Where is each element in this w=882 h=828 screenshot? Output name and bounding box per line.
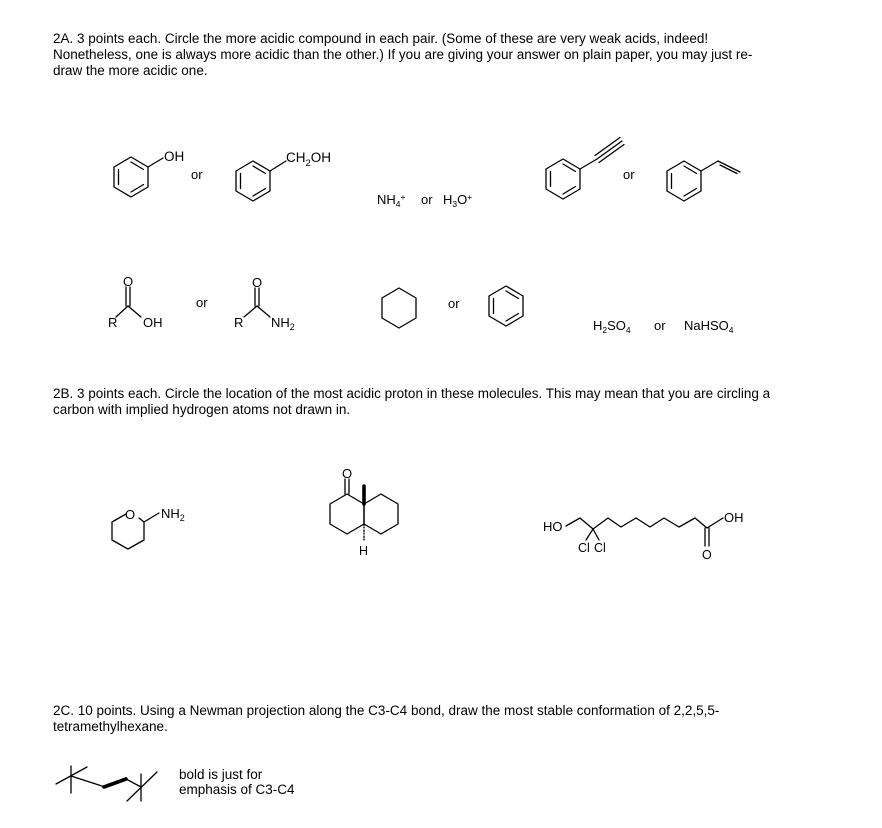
ammonium-label: $NH_4^+$ bbox=[377, 192, 406, 209]
acid-carbonyl-o-label: O bbox=[702, 548, 712, 562]
section-2a-line3: draw the more acidic one. bbox=[53, 63, 208, 78]
chlorine-label-2: Cl bbox=[594, 541, 606, 555]
acid-o-label: O bbox=[123, 274, 134, 289]
ketone-o-label: O bbox=[342, 466, 353, 481]
bridgehead-h-label: H bbox=[359, 544, 369, 558]
amide-r-label: R bbox=[234, 315, 244, 330]
section-2b-line2: carbon with implied hydrogen atoms not drawn in. bbox=[53, 402, 351, 417]
benzene-structure bbox=[489, 286, 523, 326]
hydronium-label: $H_3O^+$ bbox=[443, 192, 473, 209]
ring-o-label: O bbox=[125, 507, 136, 522]
section-2c-line2: tetramethylhexane. bbox=[53, 719, 168, 734]
ch2oh-label: $CH_2OH$ bbox=[286, 150, 332, 169]
or-label-1: or bbox=[191, 167, 203, 182]
chain-oh-label: OH bbox=[724, 510, 744, 525]
amide-structure bbox=[234, 275, 295, 332]
carboxylic-acid-structure bbox=[108, 274, 163, 330]
note-line1: bold is just for bbox=[179, 767, 263, 782]
phenol-structure bbox=[114, 149, 184, 197]
acid-oh-label: OH bbox=[143, 315, 163, 330]
decalinone-structure bbox=[330, 466, 398, 558]
note-line2: emphasis of C3-C4 bbox=[179, 782, 295, 797]
phenol-oh-label: OH bbox=[164, 149, 185, 164]
acid-r-label: R bbox=[108, 315, 118, 330]
amide-o-label: O bbox=[252, 275, 263, 290]
phenylacetylene-structure bbox=[546, 138, 624, 200]
or-label-3: or bbox=[623, 167, 635, 182]
section-2a-line1: 2A. 3 points each. Circle the more acidic compound in each pair. (Some of these are very weak acids, indeed! bbox=[53, 31, 709, 46]
or-label-2: or bbox=[421, 192, 433, 207]
dichloro-hydroxy-acid-structure bbox=[543, 510, 744, 562]
tetramethylhexane-skeletal-structure bbox=[56, 766, 157, 801]
styrene-structure bbox=[667, 161, 740, 201]
cyclohexane-structure bbox=[382, 288, 416, 328]
or-label-6: or bbox=[654, 318, 666, 333]
tetrahydropyran-amine-structure bbox=[112, 506, 185, 549]
amide-nh2-label: $NH_2$ bbox=[271, 315, 295, 332]
nh2-label-2b: $NH_2$ bbox=[161, 506, 185, 523]
chlorine-label-1: Cl bbox=[578, 541, 590, 555]
section-2a-line2: Nonetheless, one is always more acidic than the other.) If you are giving your answer on plain paper, you may just re- bbox=[53, 47, 753, 62]
sulfuric-acid-label: $H_2SO_4$ bbox=[593, 318, 631, 335]
sodium-bisulfate-label: NaHSO$_4$ bbox=[684, 318, 734, 335]
section-2c-line1: 2C. 10 points. Using a Newman projection along the C3-C4 bond, draw the most stable conformation of 2,2,5,5- bbox=[53, 703, 720, 718]
benzyl-alcohol-structure bbox=[236, 150, 331, 201]
chain-ho-label: HO bbox=[543, 519, 563, 534]
or-label-4: or bbox=[196, 295, 208, 310]
or-label-5: or bbox=[448, 296, 460, 311]
section-2b-line1: 2B. 3 points each. Circle the location of the most acidic proton in these molecules. This may mean that you are circling a bbox=[53, 386, 771, 401]
